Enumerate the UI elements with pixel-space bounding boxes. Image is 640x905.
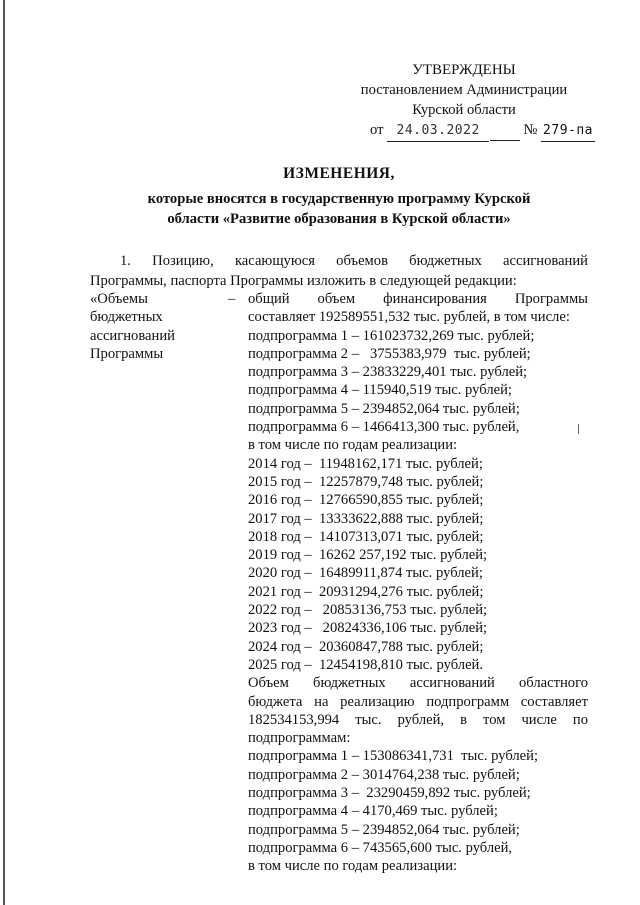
passport-left-column [90, 290, 236, 363]
left-line-3: ассигнований [90, 327, 175, 344]
regional-subprogram-5: подпрограмма 5 – 2394852,064 тыс. рублей; [248, 821, 520, 838]
year-2018: 2018 год – 14107313,071 тыс. рублей; [248, 528, 484, 545]
subprogram-6: подпрограмма 6 – 1466413,300 тыс. рублей, [248, 419, 520, 436]
year-2025: 2025 год – 12454198,810 тыс. рублей. [248, 656, 484, 673]
year-2017: 2017 год – 13333622,888 тыс. рублей; [248, 510, 484, 527]
title-heading: ИЗМЕНЕНИЯ, [283, 165, 395, 182]
year-2014: 2014 год – 11948162,171 тыс. рублей; [248, 455, 483, 472]
paragraph-1 [90, 252, 588, 291]
regional-line-1: Объем бюджетных ассигнований областного [248, 675, 588, 692]
date-prefix: от [370, 122, 384, 138]
year-2022: 2022 год – 20853136,753 тыс. рублей; [248, 602, 488, 619]
year-2020: 2020 год – 16489911,874 тыс. рублей; [248, 565, 483, 582]
subprogram-2: подпрограмма 2 – 3755383,979 тыс. рублей; [248, 345, 531, 362]
passport-right-column [248, 290, 588, 876]
regional-by-years-label: в том числе по годам реализации: [248, 858, 458, 875]
year-2023: 2023 год – 20824336,106 тыс. рублей; [248, 620, 488, 637]
date-underline-tail [490, 120, 520, 141]
regional-line-3: 182534153,994 тыс. рублей, в том числе по [248, 711, 588, 728]
regional-line-4: подпрограммам: [248, 730, 351, 747]
approval-block [344, 60, 594, 138]
left-line-2: бюджетных [90, 309, 163, 326]
title-subtitle-line-2: области «Развитие образования в Курской области» [167, 211, 511, 227]
margin-tick [578, 424, 579, 434]
paragraph-1-line-2: Программы, паспорта Программы изложить в следующей редакции: [90, 272, 517, 289]
by-years-label: в том числе по годам реализации: [248, 437, 458, 454]
page-edge-line [3, 0, 5, 905]
subprogram-1: подпрограмма 1 – 161023732,269 тыс. рублей; [248, 327, 535, 344]
subprogram-4: подпрограмма 4 – 115940,519 тыс. рублей; [248, 382, 512, 399]
paragraph-1-line-1: 1. Позицию, касающуюся объемов бюджетных ассигнований [120, 253, 588, 269]
approval-date: 24.03.2022 [387, 121, 489, 142]
approval-number: 279-па [541, 121, 595, 142]
title-subtitle-line-1: которые вносятся в государственную программу Курской [147, 191, 531, 207]
total-line-2: составляет 192589551,532 тыс. рублей, в том числе: [248, 309, 570, 326]
regional-subprogram-3: подпрограмма 3 – 23290459,892 тыс. рублей; [248, 785, 531, 802]
total-line-1: общий объем финансирования Программы [248, 291, 588, 307]
approval-line-2: Курской области [412, 102, 516, 118]
document-title [90, 164, 588, 229]
number-prefix: № [523, 122, 538, 138]
approval-line-1: постановлением Администрации [360, 82, 568, 98]
year-2016: 2016 год – 12766590,855 тыс. рублей; [248, 492, 484, 509]
regional-subprogram-2: подпрограмма 2 – 3014764,238 тыс. рублей; [248, 766, 520, 783]
subprogram-3: подпрограмма 3 – 23833229,401 тыс. рублей; [248, 364, 528, 381]
year-2015: 2015 год – 12257879,748 тыс. рублей; [248, 473, 484, 490]
year-2024: 2024 год – 20360847,788 тыс. рублей; [248, 638, 484, 655]
subprogram-5: подпрограмма 5 – 2394852,064 тыс. рублей; [248, 400, 520, 417]
regional-subprogram-1: подпрограмма 1 – 153086341,731 тыс. рублей; [248, 748, 539, 765]
regional-line-2: бюджета на реализацию подпрограмм составляет [248, 693, 588, 710]
approval-heading: УТВЕРЖДЕНЫ [412, 62, 516, 78]
left-line-4: Программы [90, 345, 164, 362]
left-line-1: «Объемы [90, 291, 148, 307]
approval-date-line [370, 120, 595, 142]
year-2019: 2019 год – 16262 257,192 тыс. рублей; [248, 547, 488, 564]
regional-subprogram-6: подпрограмма 6 – 743565,600 тыс. рублей, [248, 839, 513, 856]
year-2021: 2021 год – 20931294,276 тыс. рублей; [248, 583, 484, 600]
regional-subprogram-4: подпрограмма 4 – 4170,469 тыс. рублей; [248, 803, 498, 820]
column-dash: – [228, 291, 236, 307]
